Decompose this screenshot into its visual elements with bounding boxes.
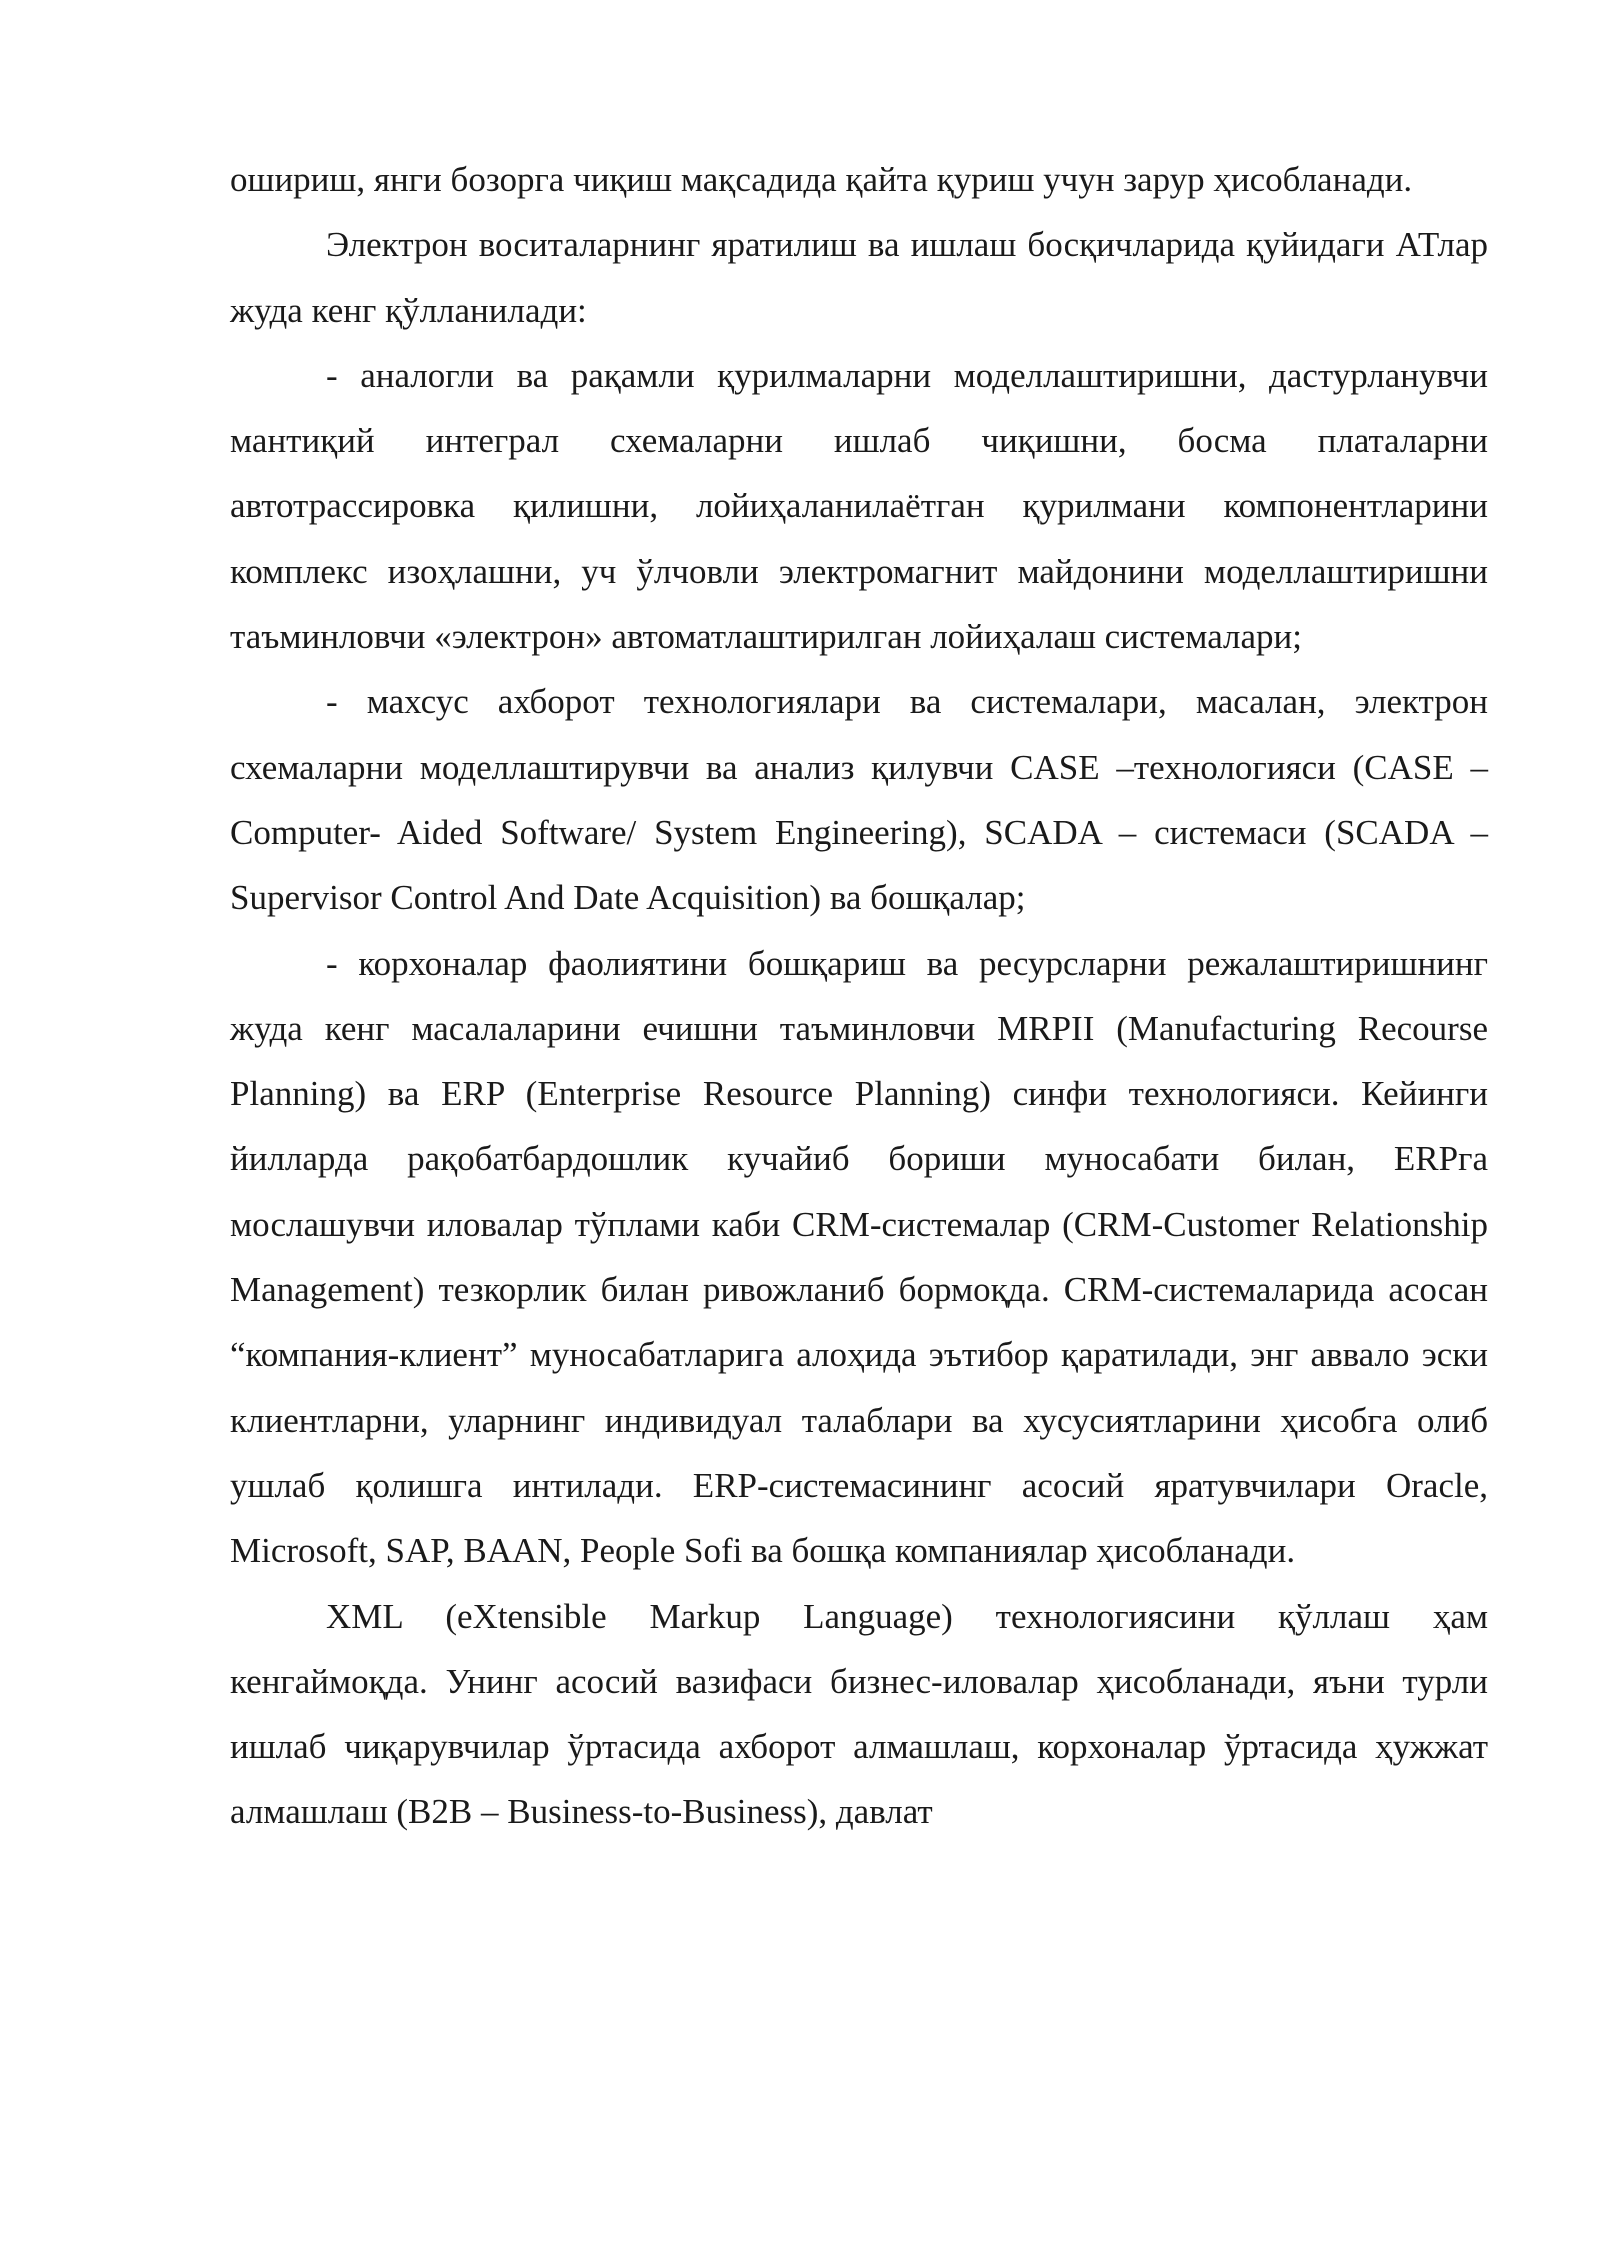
document-body [230, 147, 1488, 1845]
paragraph-list-item-enterprise: - корхоналар фаолиятини бошқариш ва ресурсларни режалаштиришнинг жуда кенг масалаларини ечишни таъминловчи MRPII (Manufacturing Recourse Planning) ва ERP (Enterprise Resource Planning) синфи технологияси. Кейинги йилларда рақобатбардошлик кучайиб бориши муносабати билан, ERPга мослашувчи иловалар тўплами каби CRM-системалар (CRM-Customer Relationship Management) тезкорлик билан ривожланиб бормоқда. CRM-системаларида асосан “компания-клиент” муносабатларига алоҳида эътибор қаратилади, энг аввало эски клиентларни, уларнинг индивидуал талаблари ва хусусиятларини ҳисобга олиб ушлаб қолишга интилади. ERP-системасининг асосий яратувчилари Oracle, Microsoft, SAP, BAAN, People Sofi ва бошқа компаниялар ҳисобланади. [230, 943, 1488, 1571]
paragraph-xml: XML (eXtensible Markup Language) технологиясини қўллаш ҳам кенгаймоқда. Унинг асосий вазифаси бизнес-иловалар ҳисобланади, яъни турли ишлаб чиқарувчилар ўртасида ахборот алмашлаш, корхоналар ўртасида ҳужжат алмашлаш (B2B – Business-to-Business), давлат [230, 1596, 1488, 1832]
paragraph-list-item-special-it: - махсус ахборот технологиялари ва системалари, масалан, электрон схемаларни моделлаштирувчи ва анализ қилувчи CASE –технологияси (CASE – Computer- Aided Software/ System Engineering), SCADA – системаси (SCADA – Supervisor Control And Date Acquisition) ва бошқалар; [230, 682, 1488, 918]
paragraph-continuation: ошириш, янги бозорга чиқиш мақсадида қайта қуриш учун зарур ҳисобланади. [230, 160, 1413, 199]
paragraph-list-item-electronic-cad: - аналогли ва рақамли қурилмаларни моделлаштиришни, дастурланувчи мантиқий интеграл схемаларни ишлаб чиқишни, босма платаларни автотрассировка қилишни, лойиҳаланилаётган қурилмани компонентларини комплекс изоҳлашни, уч ўлчовли электромагнит майдонини моделлаштиришни таъминловчи «электрон» автоматлаштирилган лойиҳалаш системалари; [230, 355, 1488, 657]
paragraph-intro: Электрон воситаларнинг яратилиш ва ишлаш босқичларида қуйидаги АТлар жуда кенг қўлланилади: [230, 225, 1488, 330]
